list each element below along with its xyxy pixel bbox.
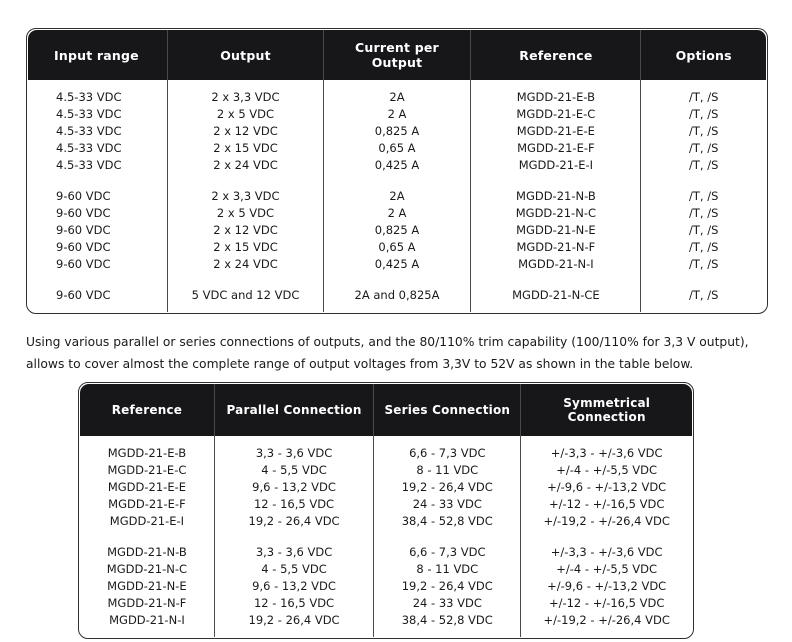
table-cell: MGDD-21-N-I [109,613,185,627]
table-cell: /T, /S [641,205,767,222]
table-cell: /T, /S [641,140,767,157]
table-cell: 24 - 33 VDC [374,496,521,513]
table-row [80,595,693,612]
table-cell: 4.5-33 VDC [56,124,122,138]
spacer-cell [28,174,168,188]
table-cell: 0,425 A [323,157,471,174]
table-cell: 9-60 VDC [56,240,111,254]
table-cell: 9-60 VDC [56,257,111,271]
table-cell: 9-60 VDC [56,288,111,302]
table-row [28,188,767,205]
table-cell: 9-60 VDC [56,206,111,220]
spacer-cell [471,174,641,188]
table-cell: +/-9,6 - +/-13,2 VDC [521,578,693,595]
spacer-cell [471,273,641,287]
table-cell: +/-3,3 - +/-3,6 VDC [521,436,693,462]
table-cell: /T, /S [641,106,767,123]
table-cell: 3,3 - 3,6 VDC [214,436,373,462]
table-cell: 6,6 - 7,3 VDC [374,436,521,462]
group-spacer-row [80,530,693,544]
table-cell: /T, /S [641,287,767,313]
table-row [28,287,767,313]
spacer-cell [80,530,215,544]
table-cell: 2A and 0,825A [323,287,471,313]
input-range-table-body [28,80,767,313]
column-header-output: Output [168,30,323,81]
table-row [80,479,693,496]
table-cell: +/-3,3 - +/-3,6 VDC [521,544,693,561]
table-cell: MGDD-21-E-F [471,140,641,157]
column-header-parallel-connection: Parallel Connection [214,384,373,437]
table-cell: MGDD-21-N-B [107,545,187,559]
spacer-cell [168,174,323,188]
table-cell: MGDD-21-E-B [107,446,187,460]
spacer-cell [641,273,767,287]
table-cell: MGDD-21-N-C [106,562,188,576]
table-cell: 0,825 A [323,222,471,239]
table-cell: 6,6 - 7,3 VDC [374,544,521,561]
table-cell: 2 x 3,3 VDC [168,80,323,106]
input-range-table-header [28,30,767,81]
table-cell: 2 A [323,106,471,123]
table-cell: 2A [323,80,471,106]
table-cell: 4.5-33 VDC [56,141,122,155]
spacer-cell [28,273,168,287]
table-cell: 2 x 3,3 VDC [168,188,323,205]
table-row [80,561,693,578]
connection-table [78,382,694,639]
table-cell: 2A [323,188,471,205]
table-cell: MGDD-21-E-I [109,514,185,528]
table-cell: 19,2 - 26,4 VDC [374,578,521,595]
table-row [28,123,767,140]
table-cell: 4 - 5,5 VDC [214,561,373,578]
table-cell: 2 A [323,205,471,222]
table-cell: 38,4 - 52,8 VDC [374,513,521,530]
table-cell: +/-19,2 - +/-26,4 VDC [521,513,693,530]
table-cell: MGDD-21-N-E [471,222,641,239]
table-cell: 0,65 A [323,239,471,256]
table-header-row [80,384,693,437]
table-cell: MGDD-21-N-C [471,205,641,222]
connection-table-header [80,384,693,437]
table-header-row [28,30,767,81]
table-cell: +/-12 - +/-16,5 VDC [521,496,693,513]
table-cell: 3,3 - 3,6 VDC [214,544,373,561]
column-header-current-per-output: Current per Output [323,30,471,81]
table-row [80,612,693,638]
table-cell: /T, /S [641,256,767,273]
table-cell: 2 x 5 VDC [168,106,323,123]
table-cell: +/-12 - +/-16,5 VDC [521,595,693,612]
table-cell: 2 x 12 VDC [168,123,323,140]
table-cell: 2 x 24 VDC [168,256,323,273]
group-spacer-row [28,174,767,188]
spacer-cell [323,273,471,287]
table-cell: /T, /S [641,80,767,106]
table-cell: 12 - 16,5 VDC [214,496,373,513]
table-row [28,256,767,273]
table-row [80,462,693,479]
description-paragraph: Using various parallel or series connections of outputs, and the 80/110% trim capability (100/110% for 3,3 V output), allows to cover almost the complete range of output voltages from 3,3V to 52V as shown in the table below. [26,335,749,371]
table-cell: +/-4 - +/-5,5 VDC [521,462,693,479]
column-header-symmetrical-connection: Symmetrical Connection [521,384,693,437]
table-row [28,222,767,239]
table-cell: MGDD-21-N-F [107,596,187,610]
table-cell: MGDD-21-E-I [471,157,641,174]
table-cell: MGDD-21-N-F [471,239,641,256]
table-cell: 4 - 5,5 VDC [214,462,373,479]
table-cell: MGDD-21-N-E [107,579,187,593]
table-cell: MGDD-21-E-E [107,480,187,494]
spacer-cell [521,530,693,544]
input-range-table [26,28,768,314]
table-row [28,140,767,157]
spacer-cell [168,273,323,287]
table-cell: MGDD-21-E-C [107,463,187,477]
table-row [28,157,767,174]
table-cell: /T, /S [641,239,767,256]
table-row [80,496,693,513]
table-cell: 4.5-33 VDC [56,158,122,172]
column-header-options: Options [641,30,767,81]
table-cell: +/-9,6 - +/-13,2 VDC [521,479,693,496]
table-cell: MGDD-21-E-B [471,80,641,106]
table-row [28,106,767,123]
table-cell: 24 - 33 VDC [374,595,521,612]
table-cell: 38,4 - 52,8 VDC [374,612,521,638]
table-row [28,205,767,222]
table-cell: MGDD-21-E-C [471,106,641,123]
column-header-reference: Reference [471,30,641,81]
table-cell: 2 x 12 VDC [168,222,323,239]
table-cell: 19,2 - 26,4 VDC [374,479,521,496]
column-header-reference: Reference [80,384,215,437]
spacer-cell [641,174,767,188]
table-cell: /T, /S [641,222,767,239]
table-cell: 2 x 5 VDC [168,205,323,222]
input-range-table-element [27,29,767,313]
group-spacer-row [28,273,767,287]
spacer-cell [374,530,521,544]
table-cell: MGDD-21-E-E [471,123,641,140]
table-cell: 19,2 - 26,4 VDC [214,612,373,638]
table-cell: 2 x 15 VDC [168,140,323,157]
table-cell: 9-60 VDC [56,189,111,203]
table-cell: 0,425 A [323,256,471,273]
table-row [80,513,693,530]
connection-table-element [79,383,693,638]
table-cell: +/-4 - +/-5,5 VDC [521,561,693,578]
connection-table-body [80,436,693,638]
table-row [28,239,767,256]
table-cell: 0,65 A [323,140,471,157]
table-cell: 9,6 - 13,2 VDC [214,479,373,496]
table-cell: 9-60 VDC [56,223,111,237]
table-cell: /T, /S [641,123,767,140]
table-cell: MGDD-21-N-I [471,256,641,273]
table-cell: 4.5-33 VDC [56,90,122,104]
table-cell: 8 - 11 VDC [374,462,521,479]
table-cell: /T, /S [641,188,767,205]
table-cell: 19,2 - 26,4 VDC [214,513,373,530]
table-cell: MGDD-21-E-F [108,497,186,511]
table-cell: 8 - 11 VDC [374,561,521,578]
column-header-input-range: Input range [28,30,168,81]
table-row [80,436,693,462]
table-cell: 4.5-33 VDC [56,107,122,121]
column-header-series-connection: Series Connection [374,384,521,437]
table-cell: 2 x 15 VDC [168,239,323,256]
table-cell: /T, /S [641,157,767,174]
table-cell: 12 - 16,5 VDC [214,595,373,612]
table-cell: 5 VDC and 12 VDC [168,287,323,313]
table-cell: MGDD-21-N-CE [471,287,641,313]
table-cell: MGDD-21-N-B [471,188,641,205]
spacer-cell [214,530,373,544]
table-cell: +/-19,2 - +/-26,4 VDC [521,612,693,638]
table-row [80,578,693,595]
spacer-cell [323,174,471,188]
table-cell: 0,825 A [323,123,471,140]
table-row [28,80,767,106]
table-cell: 2 x 24 VDC [168,157,323,174]
table-row [80,544,693,561]
table-cell: 9,6 - 13,2 VDC [214,578,373,595]
